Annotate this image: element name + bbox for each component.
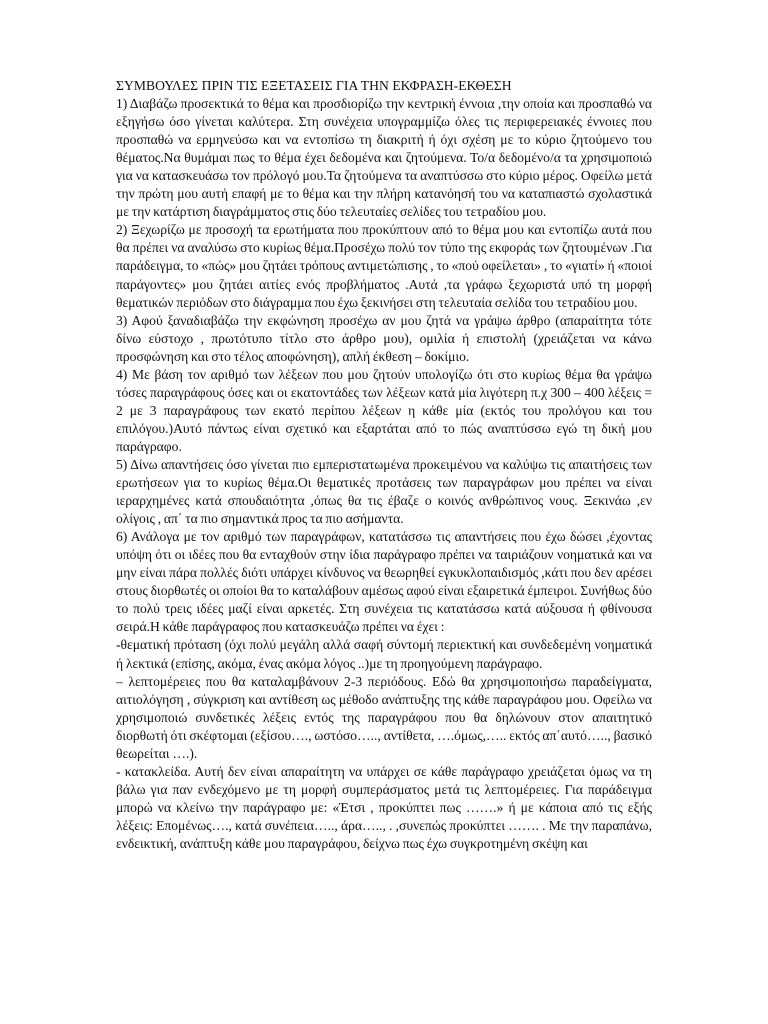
paragraph-conclusion: - κατακλείδα. Αυτή δεν είναι απαραίτητη να υπάρχει σε κάθε παράγραφο χρειάζεται όμως να τη βάλω για παν ενδεχόμενο με τη μορφή συμπεράσματος μετά τις λεπτομέρειες. Για παράδειγμα μπορώ να κλείνω την παράγραφο με: «Έτσι , προκύπτει πως …….» ή με κάποια από τις εξής λέξεις: Επομένως…., κατά συνέπεια….., άρα….., . ,συνεπώς προκύπτει ……. . Με την παραπάνω, ενδεικτική, ανάπτυξη κάθε μου παραγράφου, δείχνω πως έχω συγκροτημένη σκέψη και: [116, 763, 652, 851]
document-page: [116, 77, 652, 853]
paragraph-4: 4) Με βάση τον αριθμό των λέξεων που μου ζητούν υπολογίζω ότι στο κυρίως θέμα θα γράψω τόσες παραγράφους όσες και οι εκατοντάδες των λέξεων κατά μία λιγότερη π.χ 300 – 400 λέξεις = 2 με 3 παραγράφους των εκατό περίπου λέξεων η κάθε μία (εκτός του προλόγου και του επιλόγου.)Αυτό πάντως είναι σχετικό και εξαρτάται από το πώς αναπτύσσω εγώ τη δική μου παράγραφο.: [116, 366, 652, 454]
paragraph-details: – λεπτομέρειες που θα καταλαμβάνουν 2-3 περιόδους. Εδώ θα χρησιμοποιήσω παραδείγματα, αιτιολόγηση , σύγκριση και αντίθεση ως μέθοδο ανάπτυξης της κάθε παραγράφου μου. Οφείλω να χρησιμοποιώ συνδετικές λέξεις εντός της παραγράφου που θα δηλώνουν στον απαιτητικό διορθωτή ότι σκέφτομαι (εξίσου…., ωστόσο….., αντίθετα, ….όμως,….. εκτός απ΄αυτό….., βασικό θεωρείται ….).: [116, 673, 652, 761]
paragraph-thematic-sentence: -θεματική πρόταση (όχι πολύ μεγάλη αλλά σαφή σύντομή περιεκτική και συνδεδεμένη νοηματικά ή λεκτικά (επίσης, ακόμα, ένας ακόμα λόγος ..)με τη προηγούμενη παράγραφο.: [116, 637, 652, 671]
paragraph-2: 2) Ξεχωρίζω με προσοχή τα ερωτήματα που προκύπτουν από το θέμα μου και εντοπίζω αυτά που θα πρέπει να αναλύσω στο κυρίως θέμα.Προσέχω πολύ τον τύπο της εκφοράς των ζητουμένων .Για παράδειγμα, το «πώς» μου ζητάει τρόπους αντιμετώπισης , το «πού οφείλεται» , το «γιατί» ή «ποιοί παράγοντες» μου ζητάει αιτίες ενός προβλήματος .Αυτά ,τα γράφω ξεχωριστά υπό τη μορφή θεματικών περιόδων στο διάγραμμα που έχω ξεκινήσει στη τελευταία σελίδα του τετραδίου μου.: [116, 222, 652, 310]
paragraph-6: 6) Ανάλογα με τον αριθμό των παραγράφων, κατατάσσω τις απαντήσεις που έχω δώσει ,έχοντας υπόψη ότι οι ιδέες που θα ενταχθούν στην ίδια παράγραφο πρέπει να ταιριάζουν νοηματικά και να μην είναι πάρα πολλές διότι υπάρχει κίνδυνος να θεωρηθεί εγκυκλοπαιδισμός ,κάτι που δεν αρέσει στους διορθωτές οι οποίοι θα το καταλάβουν αμέσως αφού είναι εξαιρετικά έμπειροι. Συνήθως δύο το πολύ τρεις ιδέες μαζί είναι αρκετές. Στη συνέχεια τις κατατάσσω κατά αύξουσα ή φθίνουσα σειρά.Η κάθε παράγραφος που κατασκευάζω πρέπει να έχει :: [116, 529, 652, 635]
paragraph-1: 1) Διαβάζω προσεκτικά το θέμα και προσδιορίζω την κεντρική έννοια ,την οποία και προσπαθώ να εξηγήσω όσο γίνεται καλύτερα. Στη συνέχεια υπογραμμίζω όλες τις περιφερειακές έννοιες που προσπαθώ να ερμηνεύσω και να εντοπίσω τη διακριτή ή όχι σχέση με το κύριο ζητούμενο του θέματος.Να θυμάμαι πως το θέμα έχει δεδομένα και ζητούμενα. Το/α δεδομένο/α τα χρησιμοποιώ για να κατασκευάσω τον πρόλογό μου.Τα ζητούμενα τα αναπτύσσω στο κύριο μέρος. Οφείλω μετά την πρώτη μου αυτή επαφή με το θέμα και την πλήρη κατανόησή του να καταπιαστώ σχολαστικά με την κατάρτιση διαγράμματος στις δύο τελευταίες σελίδες του τετραδίου μου.: [116, 96, 652, 220]
paragraph-5: 5) Δίνω απαντήσεις όσο γίνεται πιο εμπεριστατωμένα προκειμένου να καλύψω τις απαιτήσεις των ερωτήσεων για το κυρίως θέμα.Οι θεματικές προτάσεις των παραγράφων μου πρέπει να είναι ιεραρχημένες κατά σπουδαιότητα ,όπως θα τις έβαζε ο κοινός ανθρώπινος νους. Ξεκινάω ,εν ολίγοις , απ΄ τα πιο σημαντικά προς τα πιο ασήμαντα.: [116, 456, 652, 527]
paragraph-3: 3) Αφού ξαναδιαβάζω την εκφώνηση προσέχω αν μου ζητά να γράψω άρθρο (απαραίτητα τότε δίνω εύστοχο , πρωτότυπο τίτλο στο άρθρο μου), ομιλία ή επιστολή (χρειάζεται να κάνω προσφώνηση και στο τέλος αποφώνηση), απλή έκθεση – δοκίμιο.: [116, 312, 652, 364]
document-title: ΣΥΜΒΟΥΛΕΣ ΠΡΙΝ ΤΙΣ ΕΞΕΤΑΣΕΙΣ ΓΙΑ ΤΗΝ ΕΚΦΡΑΣΗ-ΕΚΘΕΣΗ: [116, 78, 512, 93]
